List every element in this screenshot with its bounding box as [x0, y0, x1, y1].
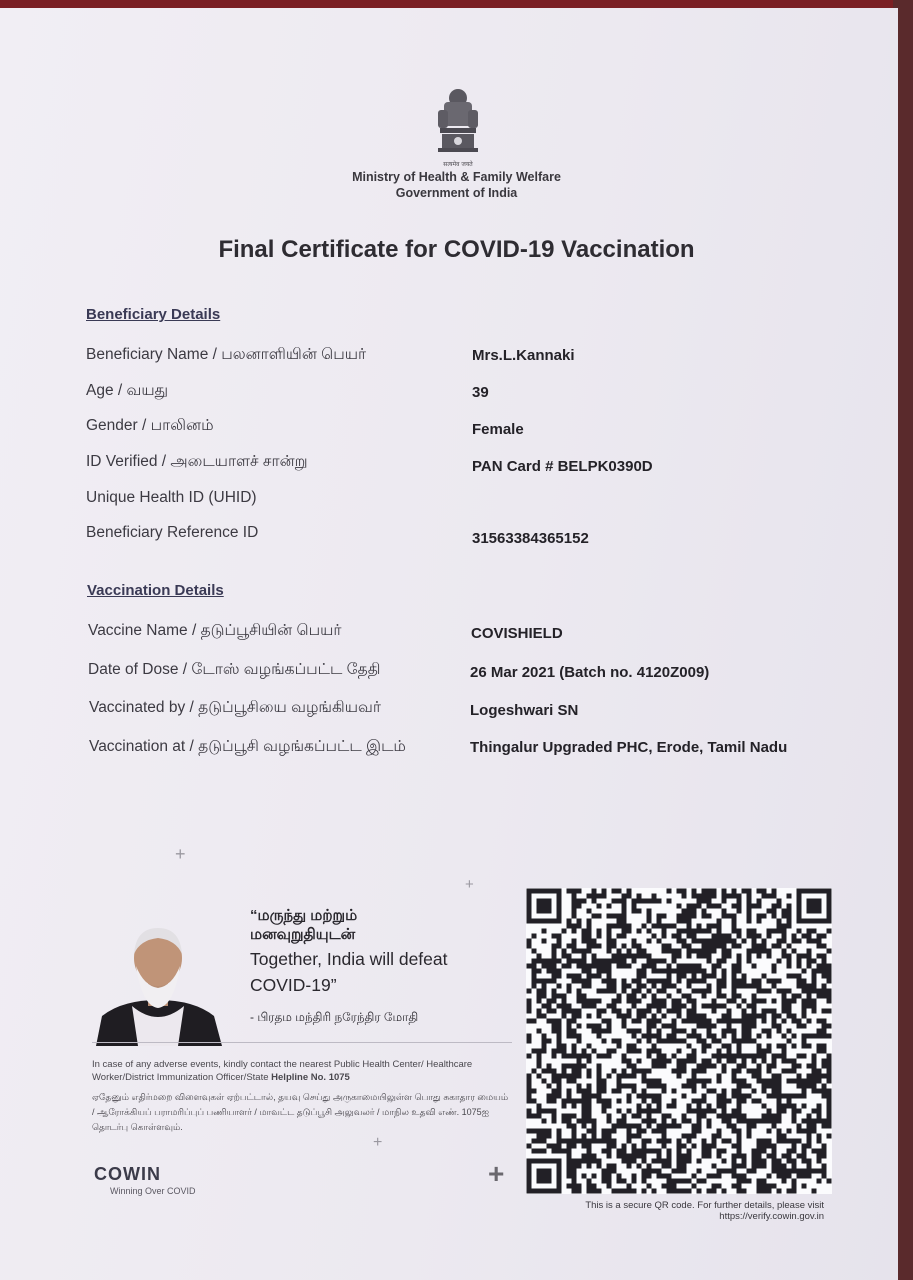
age-value: 39 — [472, 384, 489, 401]
qr-finder-pattern — [527, 889, 562, 924]
uhid-label: Unique Health ID (UHID) — [86, 489, 257, 506]
government-name: Government of India — [395, 186, 518, 200]
emblem-motto: सत्यमेव जयते — [443, 161, 473, 168]
national-emblem-icon — [430, 86, 486, 172]
quote-english-line: COVID-19” — [250, 975, 337, 995]
cowin-logo: COWIN — [94, 1164, 161, 1184]
plus-icon: + — [175, 844, 186, 864]
id-verified-label: ID Verified / அடையாளச் சான்று — [86, 453, 308, 470]
beneficiary-name-value: Mrs.L.Kannaki — [472, 347, 575, 364]
quote-tamil — [250, 906, 450, 944]
beneficiary-name-label: Beneficiary Name / பலனாளியின் பெயர் — [86, 346, 367, 363]
prime-minister-portrait-icon — [92, 920, 224, 1046]
vaccinated-by-value: Logeshwari SN — [470, 702, 579, 719]
age-label: Age / வயது — [86, 382, 169, 399]
id-verified-value: PAN Card # BELPK0390D — [472, 458, 653, 475]
dose-date-value: 26 Mar 2021 (Batch no. 4120Z009) — [470, 664, 710, 681]
qr-finder-pattern — [797, 889, 832, 924]
plus-icon: + — [465, 876, 474, 893]
adverse-events-notice-tamil: ஏதேனும் எதிர்மறை விளைவுகள் ஏற்பட்டால், தயவு செய்து அருகாமையிலுள்ள பொது சுகாதார மையம் / ஆரோக்கியப் பராமரிப்புப் பணியாளர் / மாவட்ட தடுப்பூசி அலுவலர் / மாநில உதவி எண். 1075ஐ தொடர்பு கொள்ளவும். — [92, 1092, 509, 1132]
qr-verify-link[interactable]: https://verify.cowin.gov.in — [719, 1211, 824, 1222]
plus-icon: + — [488, 1158, 505, 1189]
reference-id-label: Beneficiary Reference ID — [86, 524, 259, 541]
adverse-events-notice — [92, 1058, 512, 1084]
divider — [92, 1042, 512, 1043]
cowin-tagline: Winning Over COVID — [110, 1186, 196, 1196]
vaccine-name-label: Vaccine Name / தடுப்பூசியின் பெயர் — [88, 622, 342, 639]
qr-note-line: This is a secure QR code. For further details, please visit — [585, 1200, 824, 1211]
quote-tamil-line: “மருந்து மற்றும் — [250, 907, 358, 924]
qr-modules — [527, 889, 832, 1194]
vaccination-heading: Vaccination Details — [87, 582, 224, 599]
beneficiary-heading: Beneficiary Details — [86, 306, 221, 323]
ministry-name: Ministry of Health & Family Welfare — [352, 170, 561, 184]
certificate-page — [0, 8, 898, 1280]
vaccinated-by-label: Vaccinated by / தடுப்பூசியை வழங்கியவர் — [89, 699, 381, 716]
vaccination-at-value: Thingalur Upgraded PHC, Erode, Tamil Nadu — [470, 739, 788, 756]
helpline-number: Helpline No. 1075 — [271, 1072, 350, 1083]
gender-value: Female — [472, 421, 524, 438]
vaccine-name-value: COVISHIELD — [471, 625, 563, 642]
dose-date-label: Date of Dose / டோஸ் வழங்கப்பட்ட தேதி — [88, 661, 381, 678]
qr-code[interactable] — [526, 888, 832, 1194]
qr-code-icon — [526, 888, 832, 1194]
notice-text: In case of any adverse events, kindly contact the nearest Public Health Center/ Healthcare Worker/District Immunization Officer/State — [92, 1059, 473, 1083]
vaccination-at-label: Vaccination at / தடுப்பூசி வழங்கப்பட்ட இடம் — [89, 738, 406, 755]
quote-tamil-line: மனவுறுதியுடன் — [250, 926, 356, 943]
reference-id-value: 31563384365152 — [472, 530, 589, 547]
quote-english-line: Together, India will defeat — [250, 949, 448, 969]
quote-attribution: - பிரதம மந்திரி நரேந்திர மோதி — [250, 1010, 419, 1024]
certificate-title: Final Certificate for COVID-19 Vaccination — [218, 236, 695, 263]
quote-english — [250, 946, 510, 998]
qr-note — [520, 1200, 824, 1222]
qr-finder-pattern — [527, 1159, 562, 1194]
plus-icon: + — [373, 1134, 383, 1151]
gender-label: Gender / பாலினம் — [86, 417, 214, 434]
